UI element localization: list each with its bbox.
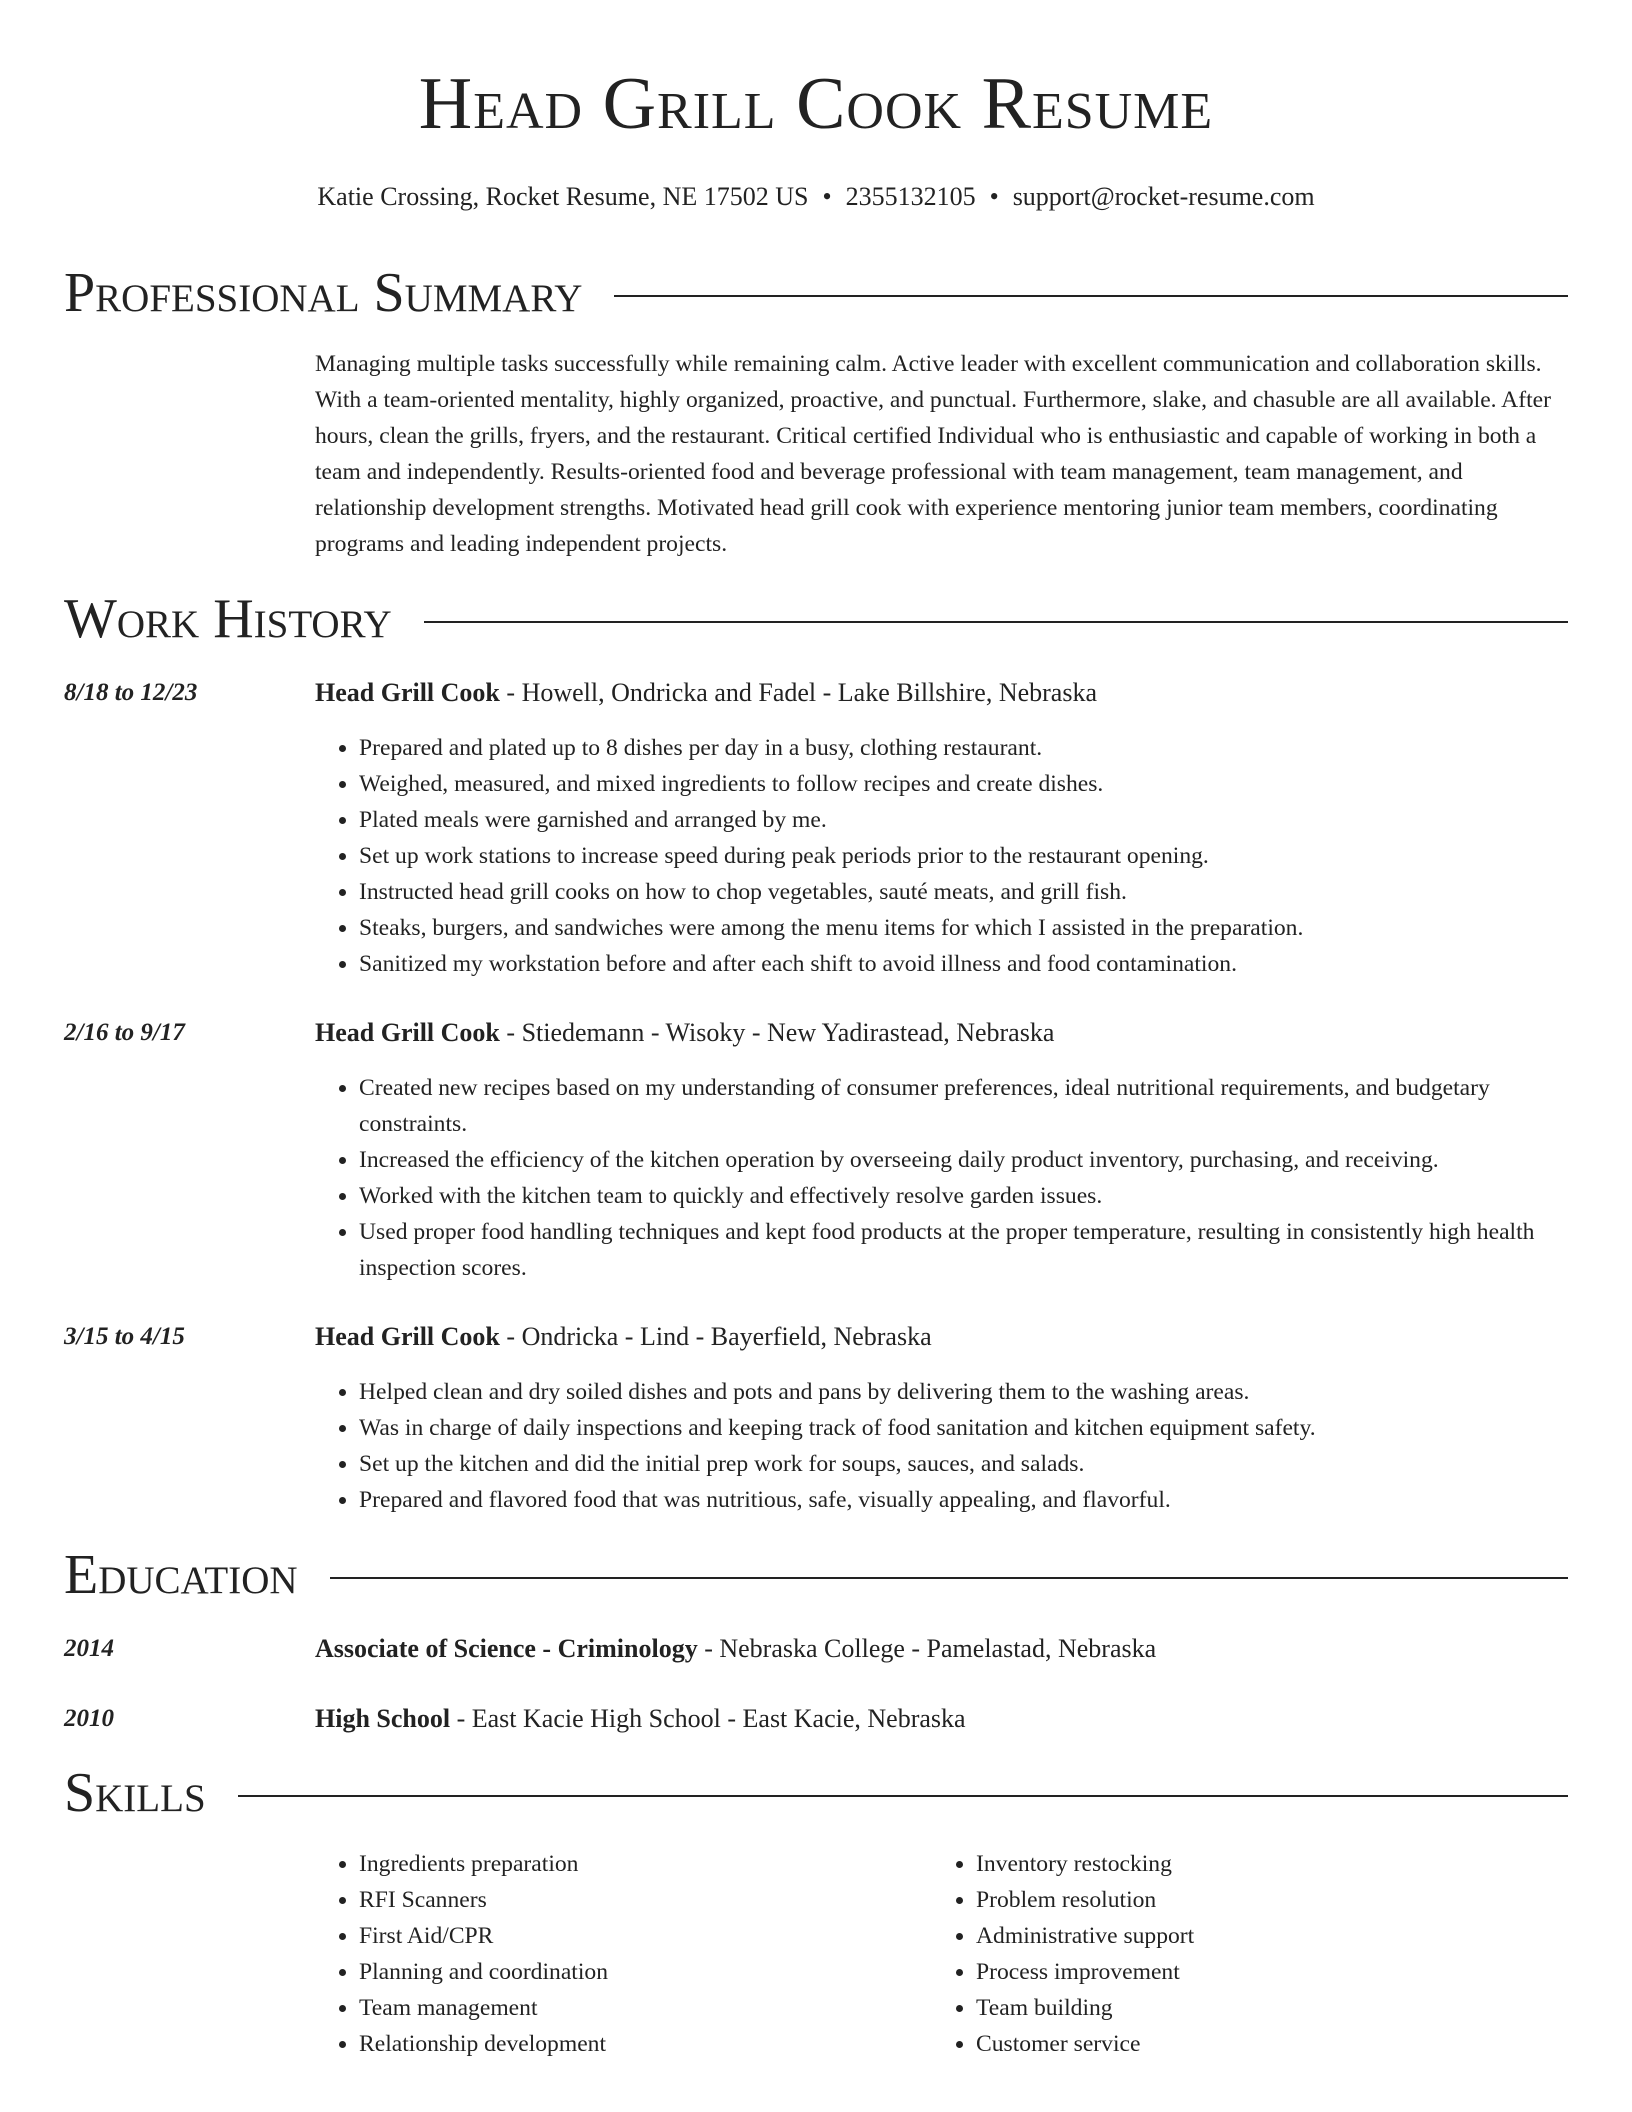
job-bullet: • Set up work stations to increase speed during peak periods prior to the restaurant opening. xyxy=(359,838,1568,874)
skill-item: • Relationship development xyxy=(359,2026,932,2062)
job-bullet: • Plated meals were garnished and arranged by me. xyxy=(359,802,1568,838)
education-degree: High School xyxy=(315,1704,451,1733)
summary-text: Managing multiple tasks successfully while remaining calm. Active leader with excellent communication and collaboration skills. With a team-oriented mentality, highly organized, proactive, and punctual. Furthermore, slake, and chasuble are all available. After hours, clean the grills, fryers, and the restaurant. Critical certified Individual who is enthusiastic and capable of working in both a team and independently. Results-oriented food and beverage professional with team management, team management, and relationship development strengths. Motivated head grill cook with experience mentoring junior team members, coordinating programs and leading independent projects. xyxy=(315,351,1551,557)
skills-column-right xyxy=(932,1846,1549,2062)
skills-heading: Skills xyxy=(64,1762,206,1824)
skill-item: • RFI Scanners xyxy=(359,1882,932,1918)
education-header xyxy=(315,1702,1568,1736)
summary-heading: Professional Summary xyxy=(64,262,583,324)
job-details: - Howell, Ondricka and Fadel - Lake Billshire, Nebraska xyxy=(499,678,1097,707)
job-entry xyxy=(64,676,1568,982)
education-heading: Education xyxy=(64,1544,298,1606)
contact-address: Katie Crossing, Rocket Resume, NE 17502 US xyxy=(317,182,809,211)
job-entry xyxy=(64,1320,1568,1518)
skill-item: • First Aid/CPR xyxy=(359,1918,932,1954)
education-year: 2014 xyxy=(64,1635,114,1662)
job-role: Head Grill Cook xyxy=(315,678,500,707)
contact-phone: 2355132105 xyxy=(845,182,976,211)
job-dates: 3/15 to 4/15 xyxy=(64,1323,185,1350)
job-bullets xyxy=(315,1374,1568,1518)
job-body xyxy=(315,1320,1568,1518)
job-role: Head Grill Cook xyxy=(315,1018,500,1047)
section-divider xyxy=(614,295,1568,297)
job-dates: 2/16 to 9/17 xyxy=(64,1019,185,1046)
summary-section-header xyxy=(64,262,1568,324)
contact-separator: • xyxy=(822,182,832,211)
job-bullet: • Weighed, measured, and mixed ingredients to follow recipes and create dishes. xyxy=(359,766,1568,802)
education-body xyxy=(315,1632,1568,1666)
education-section-header xyxy=(64,1544,1568,1606)
skill-item: • Administrative support xyxy=(976,1918,1549,1954)
resume-title: Head Grill Cook Resume xyxy=(418,63,1214,145)
education-year: 2010 xyxy=(64,1705,114,1732)
skill-item: • Team building xyxy=(976,1990,1549,2026)
skill-item: • Customer service xyxy=(976,2026,1549,2062)
job-role: Head Grill Cook xyxy=(315,1322,500,1351)
section-divider xyxy=(330,1577,1568,1579)
job-bullets xyxy=(315,730,1568,982)
education-list xyxy=(64,1632,1568,1736)
skill-item: • Inventory restocking xyxy=(976,1846,1549,1882)
job-details: - Ondricka - Lind - Bayerfield, Nebraska xyxy=(499,1322,932,1351)
job-dates: 8/18 to 12/23 xyxy=(64,679,198,706)
job-entry xyxy=(64,1016,1568,1286)
education-details: - Nebraska College - Pamelastad, Nebraska xyxy=(697,1634,1157,1663)
job-header xyxy=(315,1016,1568,1050)
skill-item: • Process improvement xyxy=(976,1954,1549,1990)
skills-list xyxy=(932,1846,1549,2062)
job-bullet: • Used proper food handling techniques and kept food products at the proper temperature, resulting in consistently high health inspection scores. xyxy=(359,1214,1568,1286)
skill-item: • Team management xyxy=(359,1990,932,2026)
job-bullet: • Created new recipes based on my understanding of consumer preferences, ideal nutritional requirements, and budgetary constraints. xyxy=(359,1070,1568,1142)
job-bullet: • Prepared and plated up to 8 dishes per day in a busy, clothing restaurant. xyxy=(359,730,1568,766)
skill-item: • Planning and coordination xyxy=(359,1954,932,1990)
job-bullet: • Sanitized my workstation before and after each shift to avoid illness and food contamination. xyxy=(359,946,1568,982)
skills-grid xyxy=(315,1846,1568,2062)
job-details: - Stiedemann - Wisoky - New Yadirastead, Nebraska xyxy=(499,1018,1055,1047)
job-body xyxy=(315,1016,1568,1286)
job-bullets xyxy=(315,1070,1568,1286)
education-degree: Associate of Science - Criminology xyxy=(315,1634,698,1663)
work-heading: Work History xyxy=(64,588,392,650)
job-bullet: • Increased the efficiency of the kitchen operation by overseeing daily product inventory, purchasing, and receiving. xyxy=(359,1142,1568,1178)
skill-item: • Ingredients preparation xyxy=(359,1846,932,1882)
contact-line xyxy=(64,180,1568,214)
contact-separator: • xyxy=(989,182,999,211)
job-header xyxy=(315,1320,1568,1354)
contact-email: support@rocket-resume.com xyxy=(1012,182,1315,211)
job-bullet: • Set up the kitchen and did the initial prep work for soups, sauces, and salads. xyxy=(359,1446,1568,1482)
work-section-header xyxy=(64,588,1568,650)
job-bullet: • Was in charge of daily inspections and keeping track of food sanitation and kitchen equipment safety. xyxy=(359,1410,1568,1446)
job-bullet: • Steaks, burgers, and sandwiches were among the menu items for which I assisted in the preparation. xyxy=(359,910,1568,946)
job-bullet: • Prepared and flavored food that was nutritious, safe, visually appealing, and flavorful. xyxy=(359,1482,1568,1518)
job-header xyxy=(315,676,1568,710)
job-body xyxy=(315,676,1568,982)
skills-column-left xyxy=(315,1846,932,2062)
education-entry xyxy=(64,1632,1568,1666)
education-entry xyxy=(64,1702,1568,1736)
education-body xyxy=(315,1702,1568,1736)
education-details: - East Kacie High School - East Kacie, Nebraska xyxy=(450,1704,966,1733)
section-divider xyxy=(238,1795,1568,1797)
skills-list xyxy=(315,1846,932,2062)
job-bullet: • Worked with the kitchen team to quickly and effectively resolve garden issues. xyxy=(359,1178,1568,1214)
job-bullet: • Helped clean and dry soiled dishes and pots and pans by delivering them to the washing areas. xyxy=(359,1374,1568,1410)
section-divider xyxy=(424,621,1568,623)
job-bullet: • Instructed head grill cooks on how to chop vegetables, sauté meats, and grill fish. xyxy=(359,874,1568,910)
work-history-list xyxy=(64,676,1568,1518)
skills-section-header xyxy=(64,1762,1568,1824)
education-header xyxy=(315,1632,1568,1666)
skill-item: • Problem resolution xyxy=(976,1882,1549,1918)
